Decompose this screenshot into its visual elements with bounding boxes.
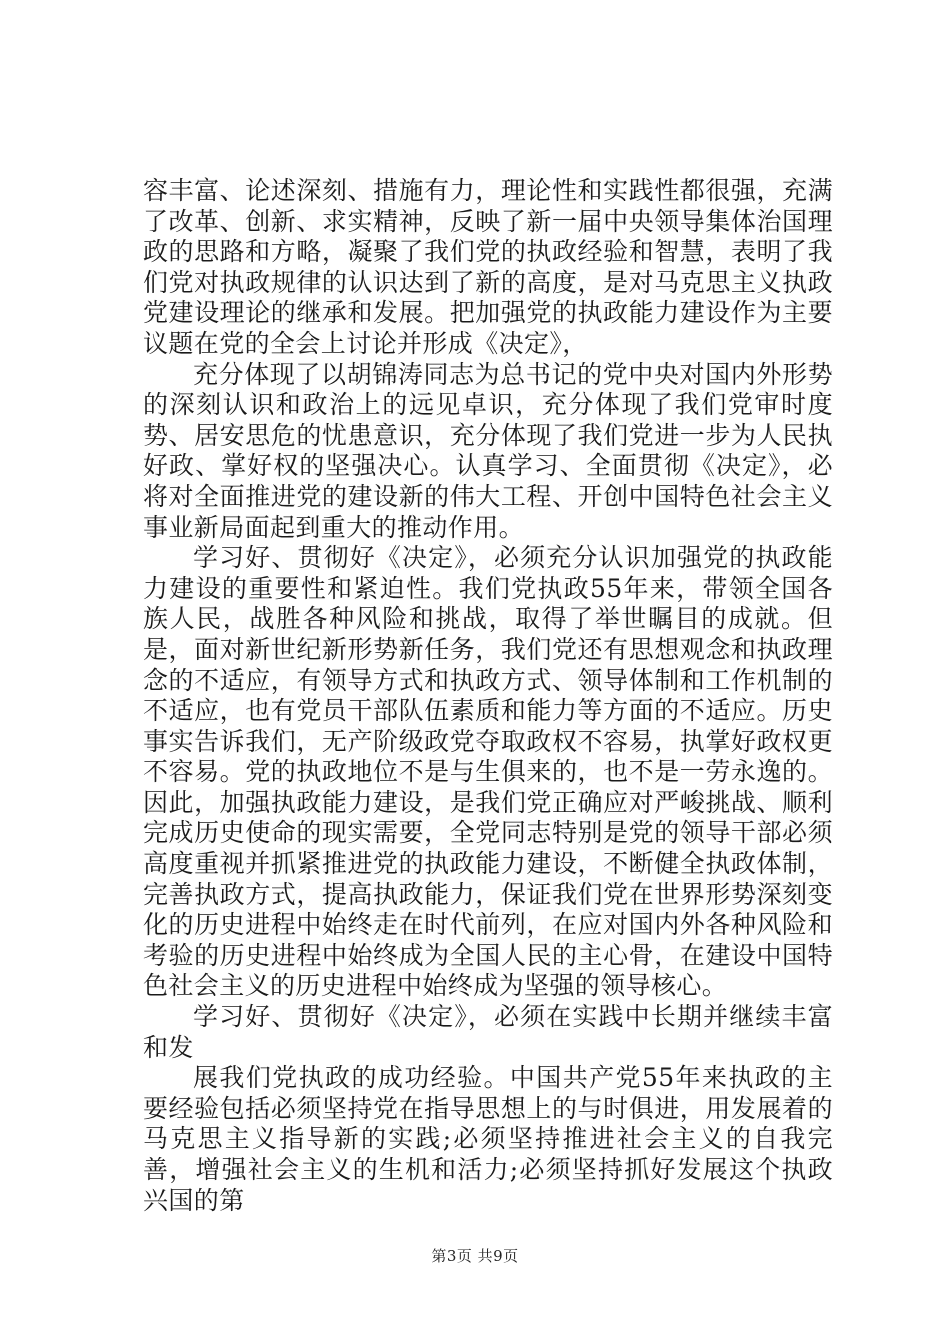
paragraph-4: 学习好、贯彻好《决定》，必须在实践中长期并继续丰富和发: [143, 1002, 833, 1062]
paragraph-1: 容丰富、论述深刻、措施有力，理论性和实践性都很强，充满了改革、创新、求实精神，反映了新一届中央领导集体治国理政的思路和方略，凝聚了我们党的执政经验和智慧，表明了我们党对执政规律的认识达到了新的高度，是对马克思主义执政党建设理论的继承和发展。把加强党的执政能力建设作为主要议题在党的全会上讨论并形成《决定》，: [143, 176, 833, 358]
page-number-footer: 第3页 共9页: [431, 1247, 519, 1265]
document-body: [143, 176, 833, 1216]
paragraph-5: 展我们党执政的成功经验。中国共产党55年来执政的主要经验包括必须坚持党在指导思想上的与时俱进，用发展着的马克思主义指导新的实践;必须坚持推进社会主义的自我完善，增强社会主义的生机和活力;必须坚持抓好发展这个执政兴国的第: [143, 1063, 833, 1215]
paragraph-2: 充分体现了以胡锦涛同志为总书记的党中央对国内外形势的深刻认识和政治上的远见卓识，充分体现了我们党审时度势、居安思危的忧患意识，充分体现了我们党进一步为人民执好政、掌好权的坚强决心。认真学习、全面贯彻《决定》，必将对全面推进党的建设新的伟大工程、开创中国特色社会主义事业新局面起到重大的推动作用。: [143, 359, 833, 542]
paragraph-3: 学习好、贯彻好《决定》，必须充分认识加强党的执政能力建设的重要性和紧迫性。我们党执政55年来，带领全国各族人民，战胜各种风险和挑战，取得了举世瞩目的成就。但是，面对新世纪新形势新任务，我们党还有思想观念和执政理念的不适应，有领导方式和执政方式、领导体制和工作机制的不适应，也有党员干部队伍素质和能力等方面的不适应。历史事实告诉我们，无产阶级政党夺取政权不容易，执掌好政权更不容易。党的执政地位不是与生俱来的，也不是一劳永逸的。因此，加强执政能力建设，是我们党正确应对严峻挑战、顺利完成历史使命的现实需要，全党同志特别是党的领导干部必须高度重视并抓紧推进党的执政能力建设，不断健全执政体制，完善执政方式，提高执政能力，保证我们党在世界形势深刻变化的历史进程中始终走在时代前列，在应对国内外各种风险和考验的历史进程中始终成为全国人民的主心骨，在建设中国特色社会主义的历史进程中始终成为坚强的领导核心。: [143, 543, 833, 1001]
